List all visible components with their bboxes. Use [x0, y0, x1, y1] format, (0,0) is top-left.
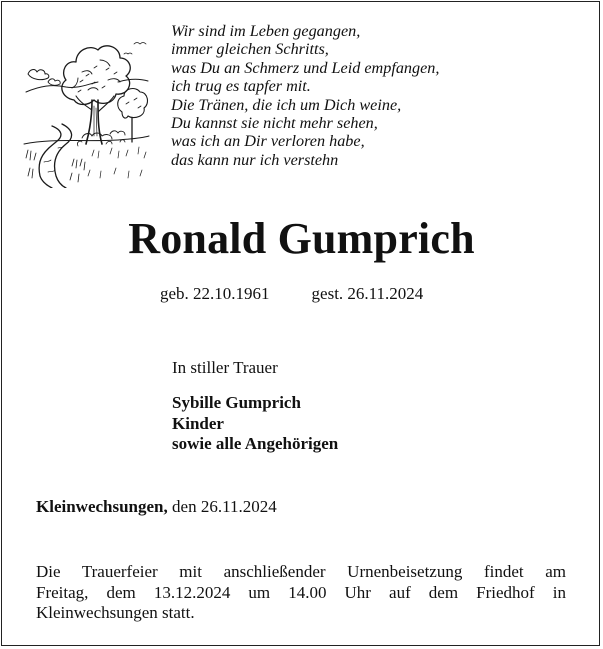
- poem-line: was ich an Dir verloren habe,: [171, 132, 365, 151]
- notice-line: Freitag, dem 13.12.2024 um 14.00 Uhr auf dem Friedhof in: [36, 582, 566, 602]
- poem-line: immer gleichen Schritts,: [171, 40, 329, 59]
- tree-landscape-icon: [22, 26, 150, 188]
- mourning-intro: In stiller Trauer: [172, 358, 278, 377]
- poem: [171, 22, 571, 169]
- deceased-name: Ronald Gumprich: [128, 214, 475, 263]
- poem-line: was Du an Schmerz und Leid empfangen,: [171, 58, 440, 77]
- funeral-notice: [36, 562, 566, 624]
- place-and-date: [36, 496, 277, 518]
- life-dates: [160, 283, 423, 305]
- mourner-name: Kinder: [172, 413, 224, 433]
- death-date: gest. 26.11.2024: [311, 284, 424, 303]
- birth-date: geb. 22.10.1961: [160, 284, 270, 303]
- poem-line: das kann nur ich verstehn: [171, 150, 339, 169]
- poem-line: ich trug es tapfer mit.: [171, 77, 311, 96]
- poem-line: Wir sind im Leben gegangen,: [171, 22, 361, 40]
- notice-line: Die Trauerfeier mit anschließender Urnenbeisetzung findet am: [36, 562, 566, 581]
- mourners-list: [172, 393, 338, 455]
- notice-date: den 26.11.2024: [172, 497, 277, 516]
- notice-line: Kleinwechsungen statt.: [36, 603, 195, 622]
- mourner-name: sowie alle Angehörigen: [172, 434, 339, 453]
- mourner-name: Sybille Gumprich: [172, 393, 301, 412]
- poem-line: Die Tränen, die ich um Dich weine,: [171, 95, 402, 114]
- place: Kleinwechsungen,: [36, 497, 168, 516]
- poem-line: Du kannst sie nicht mehr sehen,: [171, 114, 378, 133]
